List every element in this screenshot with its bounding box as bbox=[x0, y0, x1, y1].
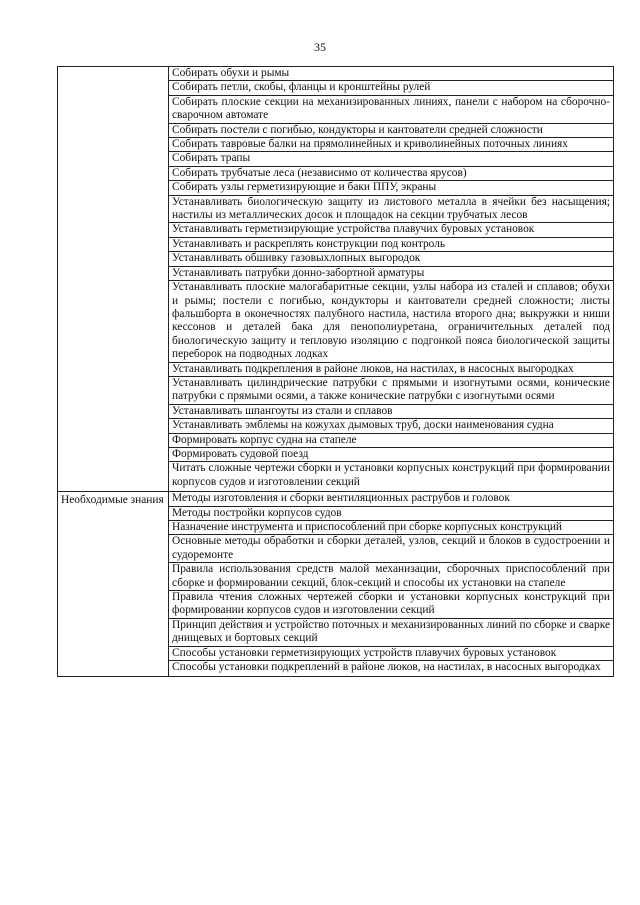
requirement-item: Устанавливать подкрепления в районе люков, на настилах, в насосных выгородках bbox=[169, 362, 614, 376]
requirement-item: Методы изготовления и сборки вентиляционных раструбов и головок bbox=[169, 492, 614, 506]
requirement-item: Собирать узлы герметизирующие и баки ППУ, экраны bbox=[169, 181, 614, 195]
requirement-item: Способы установки герметизирующих устройств плавучих буровых установок bbox=[169, 646, 614, 660]
requirement-item: Собирать трапы bbox=[169, 152, 614, 166]
requirement-item: Собирать плоские секции на механизированных линиях, панели с набором на сборочно-сварочном автомате bbox=[169, 95, 614, 123]
requirement-item: Собирать тавровые балки на прямолинейных и криволинейных поточных линиях bbox=[169, 138, 614, 152]
requirement-item: Устанавливать патрубки донно-забортной арматуры bbox=[169, 266, 614, 280]
requirement-item: Собирать трубчатые леса (независимо от количества ярусов) bbox=[169, 166, 614, 180]
table-row bbox=[58, 67, 614, 81]
requirement-item: Способы установки подкреплений в районе люков, на настилах, в насосных выгородках bbox=[169, 661, 614, 677]
competency-table-body bbox=[58, 67, 614, 677]
requirement-item: Устанавливать и раскреплять конструкции под контроль bbox=[169, 237, 614, 251]
requirement-item: Формировать корпус судна на стапеле bbox=[169, 433, 614, 447]
competency-table bbox=[57, 66, 614, 677]
requirement-item: Устанавливать шпангоуты из стали и сплавов bbox=[169, 404, 614, 418]
requirement-item: Основные методы обработки и сборки деталей, узлов, секций и блоков в судостроении и судоремонте bbox=[169, 535, 614, 563]
section-label bbox=[58, 67, 169, 492]
requirement-item: Читать сложные чертежи сборки и установки корпусных конструкций при формировании корпусов судов и изготовлении секций bbox=[169, 462, 614, 492]
requirement-item: Правила использования средств малой механизации, сборочных приспособлений при сборке и формировании секций, блок-секций и способы их установки на стапеле bbox=[169, 563, 614, 591]
requirement-item: Собирать обухи и рымы bbox=[169, 67, 614, 81]
requirement-item: Методы постройки корпусов судов bbox=[169, 506, 614, 520]
page-number: 35 bbox=[314, 40, 326, 54]
requirement-item: Устанавливать герметизирующие устройства плавучих буровых установок bbox=[169, 223, 614, 237]
requirement-item: Назначение инструмента и приспособлений при сборке корпусных конструкций bbox=[169, 521, 614, 535]
section-label: Необходимые знания bbox=[58, 492, 169, 677]
requirement-item: Правила чтения сложных чертежей сборки и установки корпусных конструкций при формировании корпусов судов и изготовлении секций bbox=[169, 591, 614, 619]
requirement-item: Устанавливать цилиндрические патрубки с прямыми и изогнутыми осями, конические патрубки с прямыми осями, а также конические патрубки с изогнутыми осями bbox=[169, 376, 614, 404]
table-row bbox=[58, 492, 614, 506]
requirement-item: Формировать судовой поезд bbox=[169, 447, 614, 461]
requirement-item: Устанавливать эмблемы на кожухах дымовых труб, доски наименования судна bbox=[169, 419, 614, 433]
requirement-item: Устанавливать обшивку газовыхлопных выгородок bbox=[169, 252, 614, 266]
requirement-item: Собирать петли, скобы, фланцы и кронштейны рулей bbox=[169, 81, 614, 95]
requirement-item: Устанавливать плоские малогабаритные секции, узлы набора из сталей и сплавов; обухи и рымы; постели с погибью, кондукторы и кантователи средней сложности; листы фальшборта в оконечностях палубного настила, настила второго дна; выкружки и ниши кессонов и деталей бака для пенополиуретана, ограничительных деталей под биологическую защиту и тепловую изоляцию с подгонкой пояса биологической защиты переборок на подводных лодках bbox=[169, 281, 614, 362]
requirement-item: Принцип действия и устройство поточных и механизированных линий по сборке и сварке днищевых и бортовых секций bbox=[169, 618, 614, 646]
requirement-item: Собирать постели с погибью, кондукторы и кантователи средней сложности bbox=[169, 123, 614, 137]
requirement-item: Устанавливать биологическую защиту из листового металла в ячейки без насыщения; настилы из металлических досок и площадок на секции трубчатых лесов bbox=[169, 195, 614, 223]
